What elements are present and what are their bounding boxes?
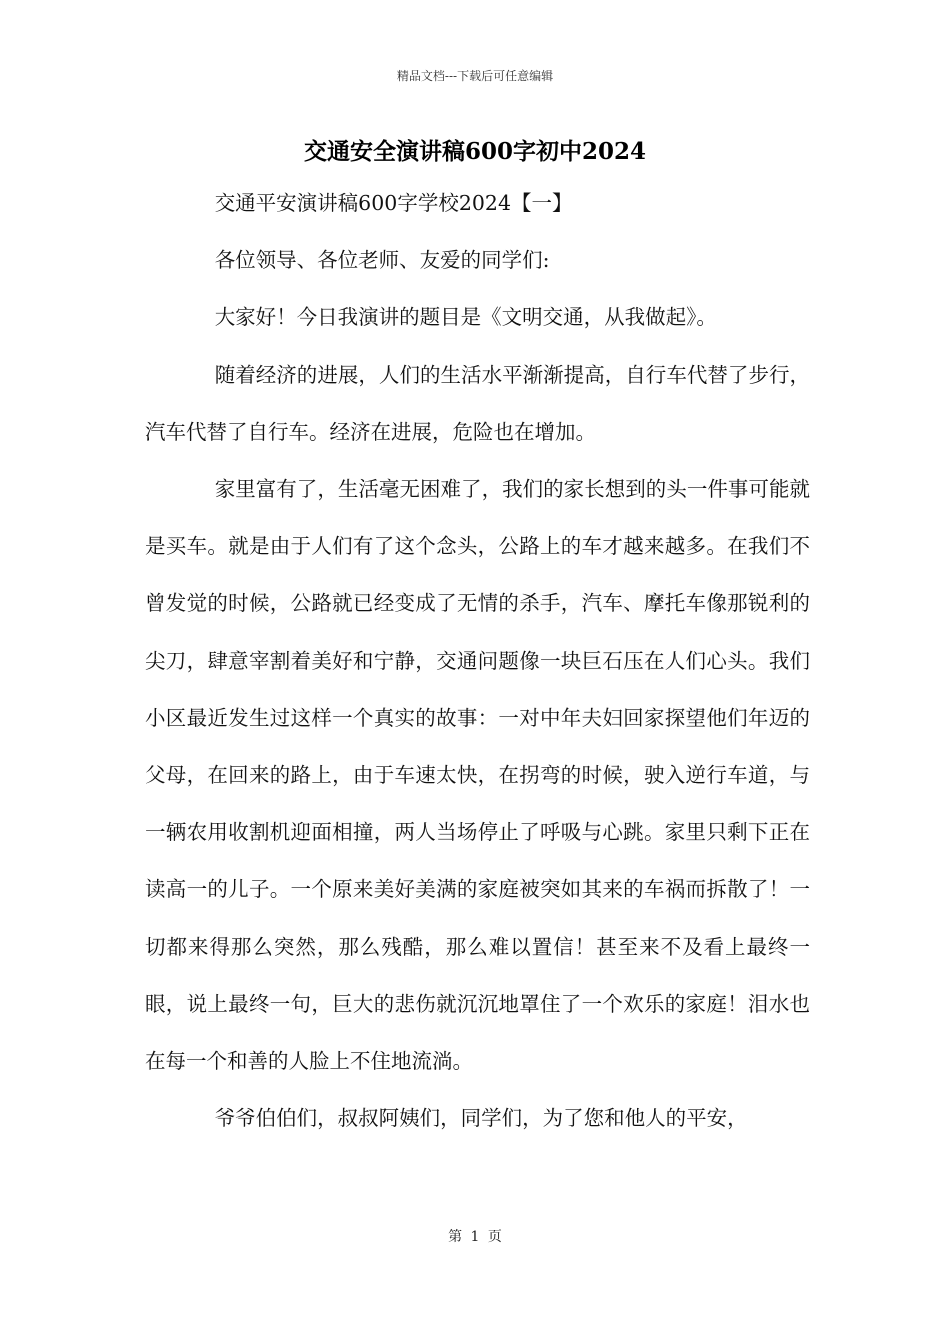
paragraph-section-heading: 交通平安演讲稿600字学校2024【一】 [214, 191, 573, 215]
paragraph-appeal: 爷爷伯伯们，叔叔阿姨们，同学们，为了您和他人的平安， [214, 1106, 748, 1131]
paragraph-story: 家里富有了，生活毫无困难了，我们的家长想到的头一件事可能就是买车。就是由于人们有了这个念头，公路上的车才越来越多。在我们不曾发觉的时候，公路就已经变成了无情的杀手，汽车、摩托车像那锐利的尖刀，肆意宰割着美好和宁静，交通问题像一块巨石压在人们心头。我们小区最近发生过这样一个真实的故事：一对中年夫妇回家探望他们年迈的父母，在回来的路上，由于车速太快，在拐弯的时候，驶入逆行车道，与一辆农用收割机迎面相撞，两人当场停止了呼吸与心跳。家里只剩下正在读高一的儿子。一个原来美好美满的家庭被突如其来的车祸而拆散了！一切都来得那么突然，那么残酷，那么难以置信！甚至来不及看上最终一眼，说上最终一句，巨大的悲伤就沉沉地罩住了一个欢乐的家庭！泪水也在每一个和善的人脸上不住地流淌。 [145, 477, 810, 1074]
document-title: 交通安全演讲稿600字初中2024 [303, 138, 647, 165]
page-number: 第 1 页 [448, 1229, 502, 1245]
paragraph-salutation: 各位领导、各位老师、友爱的同学们: [214, 248, 550, 273]
paragraph-greeting: 大家好！今日我演讲的题目是《文明交通，从我做起》。 [214, 305, 717, 330]
paragraph-economy: 随着经济的进展，人们的生活水平渐渐提高，自行车代替了步行，汽车代替了自行车。经济在进展，危险也在增加。 [145, 362, 810, 444]
header-note: 精品文档---下载后可任意编辑 [396, 69, 554, 83]
document-body [145, 175, 810, 1147]
